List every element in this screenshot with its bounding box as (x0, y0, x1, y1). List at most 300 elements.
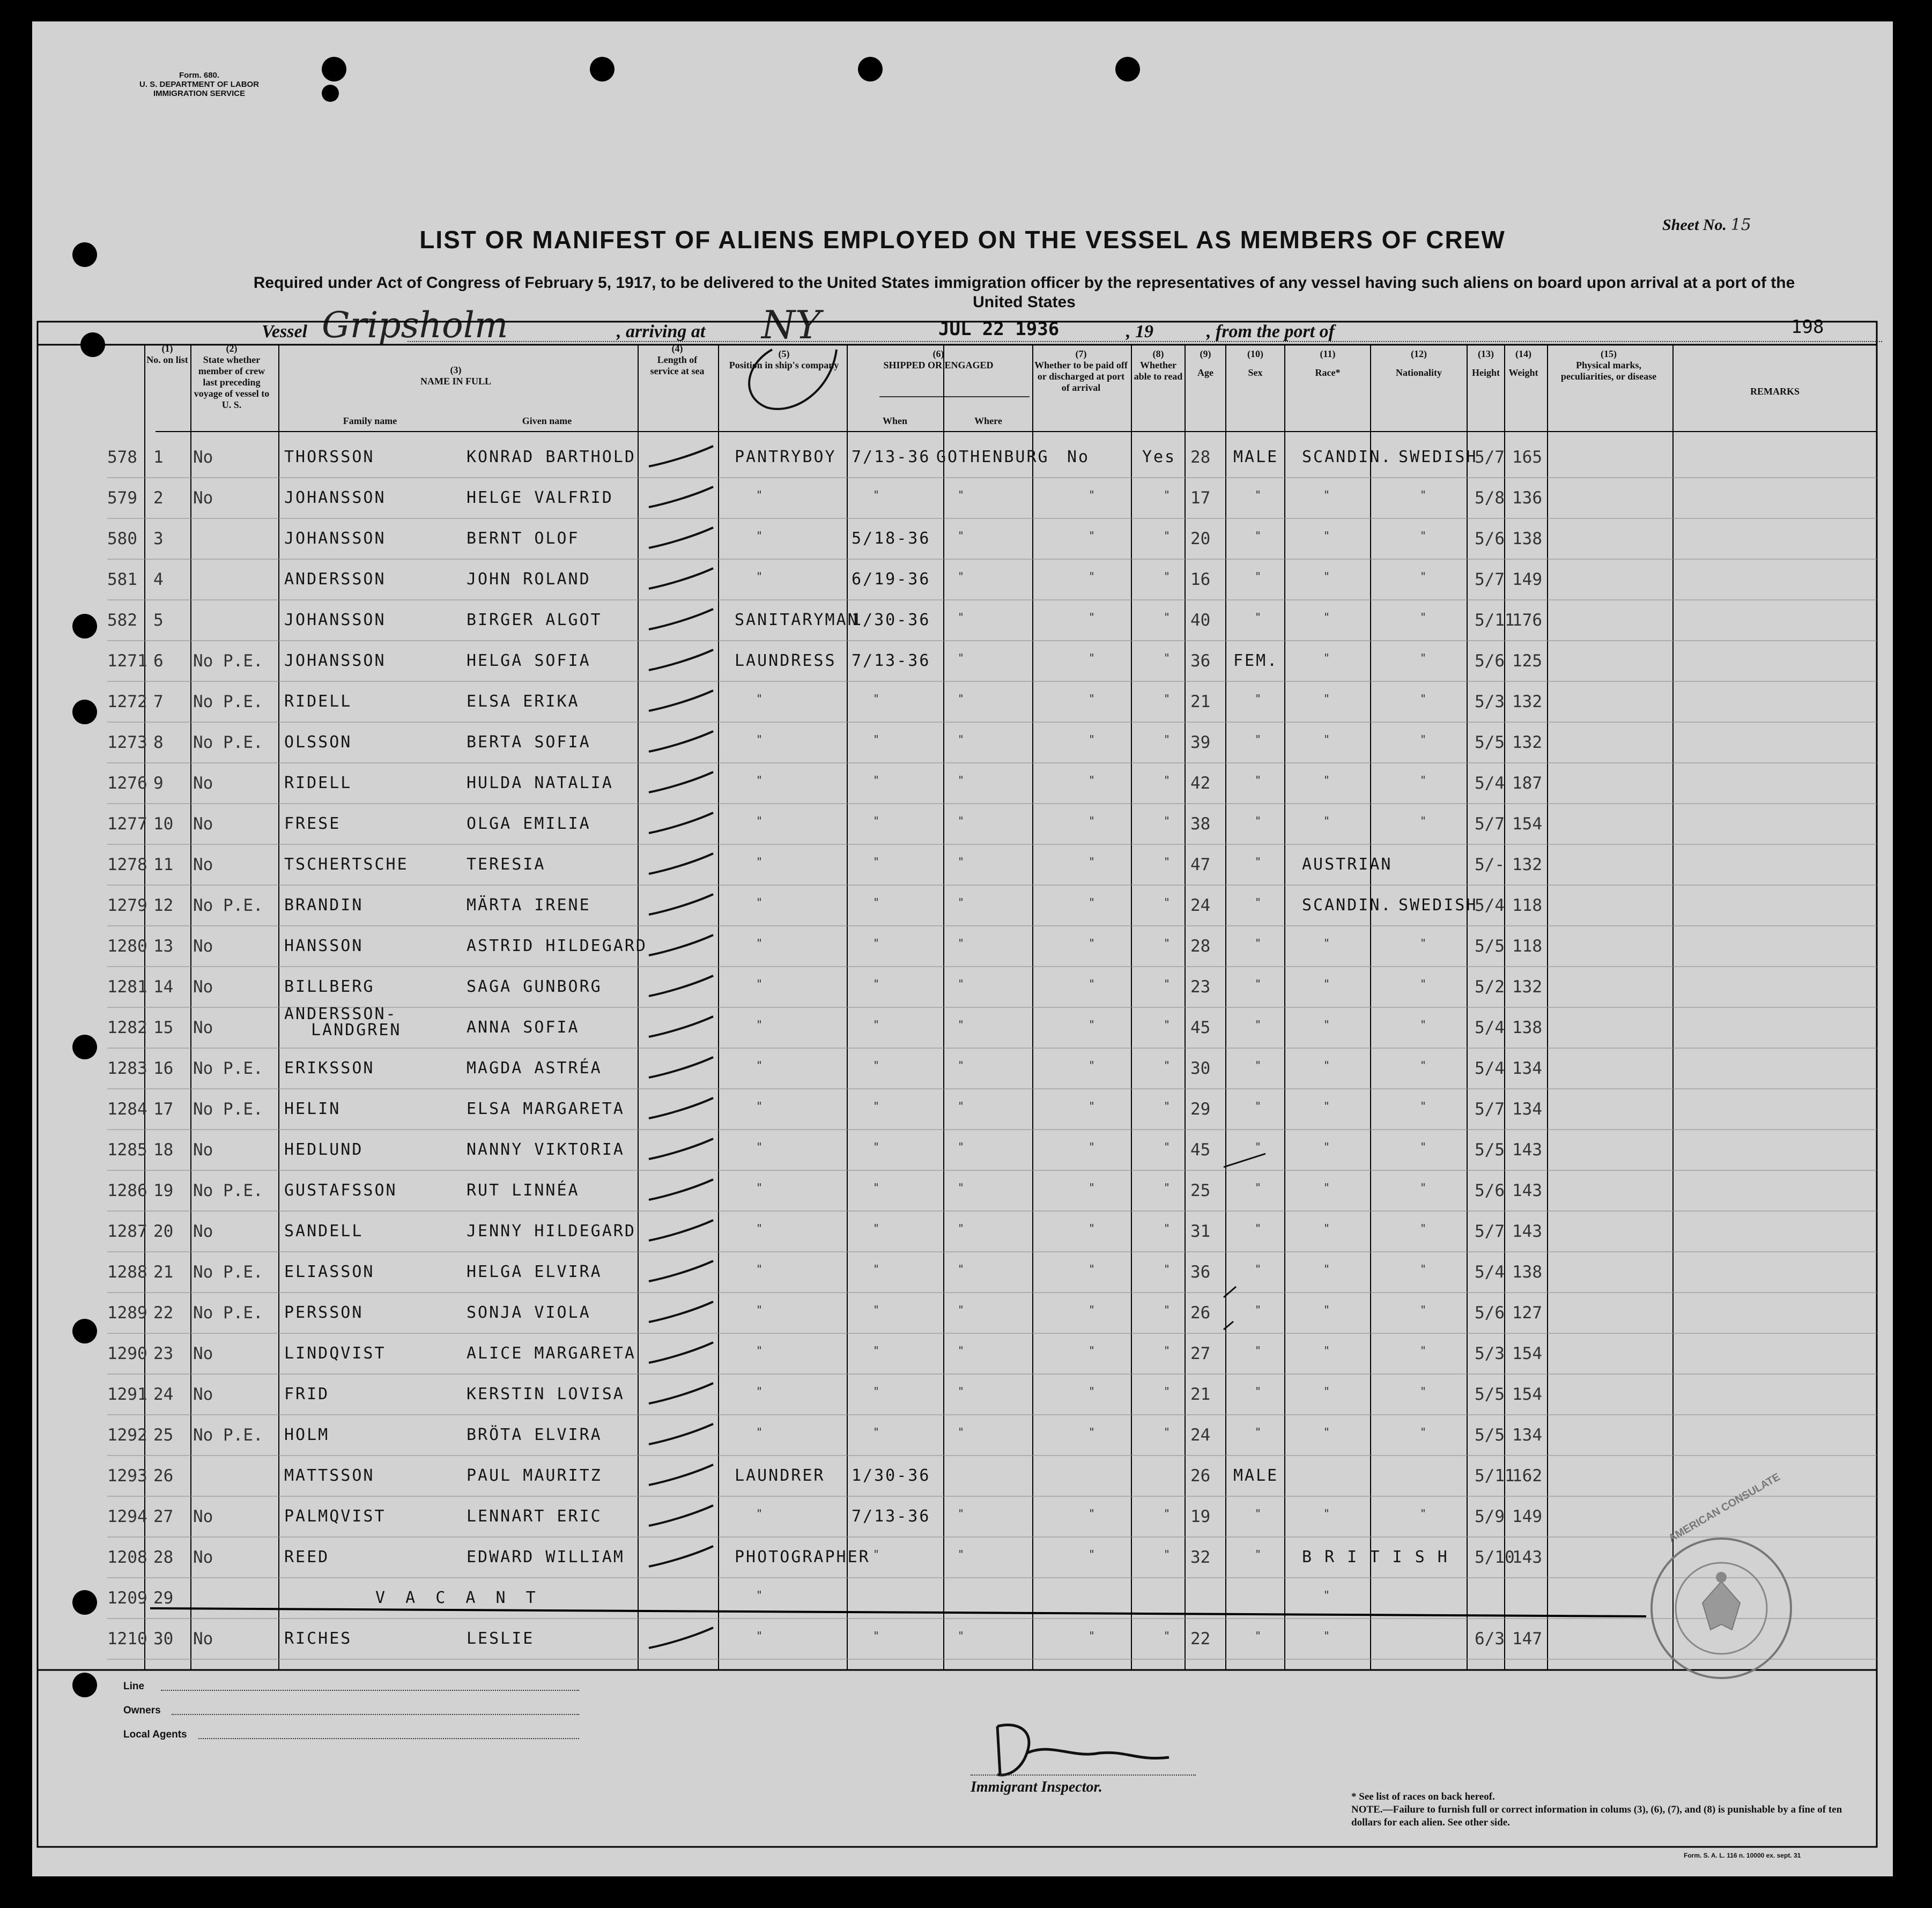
cell-paid: " (1089, 1100, 1095, 1112)
cell-family: RIDELL (284, 692, 352, 711)
cell-weight: 134 (1512, 1426, 1542, 1445)
cell-sex: " (1255, 1629, 1262, 1642)
col2-header (191, 343, 272, 411)
cell-age: 36 (1190, 651, 1211, 671)
cell-nationality: " (1420, 1303, 1427, 1316)
cell-prev: No (193, 1222, 213, 1241)
cell-read: " (1164, 1018, 1171, 1031)
cell-sex: " (1255, 814, 1262, 827)
crew-row (32, 885, 1893, 925)
crew-row (32, 1048, 1893, 1088)
col15-label: Physical marks, peculiarities, or disease (1560, 360, 1657, 382)
cell-when: 7/13-36 (852, 448, 931, 466)
cell-position: " (756, 937, 763, 949)
cell-when: " (873, 977, 880, 990)
cell-given: V A C A N T (375, 1588, 541, 1607)
cell-paid: " (1089, 1140, 1095, 1153)
cell-no: 7 (153, 692, 164, 711)
cell-paid: " (1089, 651, 1095, 664)
cell-height: 5/5 (1475, 1385, 1505, 1404)
cell-family: MATTSSON (284, 1466, 375, 1485)
crew-row (32, 1007, 1893, 1048)
cell-paid: " (1089, 937, 1095, 949)
col1-label: No. on list (146, 354, 188, 365)
cell-ref: 1290 (107, 1344, 147, 1363)
local-agents-label: Local Agents (123, 1729, 187, 1740)
col11-header (1285, 348, 1371, 378)
cell-height: 5/4 (1475, 1018, 1505, 1037)
cell-where: " (958, 651, 965, 664)
cell-sex: " (1255, 611, 1262, 623)
col14-label: Weight (1508, 367, 1538, 378)
cell-prev: No P.E. (193, 692, 263, 711)
cell-paid: No (1067, 448, 1090, 466)
cell-where: " (958, 1507, 965, 1520)
cell-race: " (1323, 570, 1330, 583)
col4-number: (4) (671, 343, 683, 354)
cell-where: " (958, 1018, 965, 1031)
cell-sex: " (1255, 1344, 1262, 1357)
cell-sex: " (1255, 1426, 1262, 1438)
cell-age: 45 (1190, 1140, 1211, 1160)
cell-prev: No (193, 1548, 213, 1567)
cell-family: HELIN (284, 1100, 341, 1118)
cell-position: " (756, 896, 763, 909)
col2-number: (2) (226, 343, 238, 354)
cell-family: HEDLUND (284, 1140, 364, 1159)
cell-no: 8 (153, 733, 164, 752)
cell-position: " (756, 814, 763, 827)
cell-when: " (873, 1426, 880, 1438)
cell-where: " (958, 1181, 965, 1194)
cell-age: 20 (1190, 529, 1211, 548)
cell-weight: 143 (1512, 1548, 1542, 1567)
cell-age: 21 (1190, 692, 1211, 711)
cell-age: 32 (1190, 1548, 1211, 1567)
cell-height: 5/4 (1475, 896, 1505, 915)
cell-no: 16 (153, 1059, 174, 1078)
cell-when: 7/13-36 (852, 1507, 931, 1526)
cell-ref: 581 (107, 570, 137, 589)
cell-sex: FEM. (1233, 651, 1279, 670)
cell-ref: 1271 (107, 651, 147, 671)
col15-header (1555, 348, 1662, 382)
cell-age: 16 (1190, 570, 1211, 589)
cell-height: 5/7 (1475, 448, 1505, 467)
cell-race: " (1323, 1263, 1330, 1275)
cell-read: " (1164, 1303, 1171, 1316)
cell-weight: 154 (1512, 1344, 1542, 1363)
cell-position: " (756, 1303, 763, 1316)
cell-race: " (1323, 977, 1330, 990)
crew-row (32, 1252, 1893, 1292)
cell-position: PHOTOGRAPHER (735, 1548, 870, 1567)
cell-paid: " (1089, 855, 1095, 868)
crew-row (32, 1089, 1893, 1129)
cell-paid: " (1089, 1629, 1095, 1642)
col5-header (726, 348, 842, 371)
cell-race: " (1323, 1059, 1330, 1072)
cell-paid: " (1089, 1059, 1095, 1072)
cell-height: 5/10 (1475, 1548, 1515, 1567)
cell-given: BERTA SOFIA (467, 733, 591, 752)
col10-header (1226, 348, 1285, 378)
col14-number: (14) (1515, 348, 1531, 359)
crew-row (32, 967, 1893, 1007)
cell-race: " (1323, 1385, 1330, 1398)
cell-given: ALICE MARGARETA (467, 1344, 636, 1363)
cell-race: " (1323, 488, 1330, 501)
cell-position: " (756, 1629, 763, 1642)
cell-no: 17 (153, 1100, 174, 1119)
cell-ref: 579 (107, 488, 137, 508)
cell-read: " (1164, 1100, 1171, 1112)
cell-when: " (873, 937, 880, 949)
cell-where: " (958, 1222, 965, 1235)
cell-height: 5/5 (1475, 1426, 1505, 1445)
cell-sex: " (1255, 896, 1262, 909)
cell-read: " (1164, 692, 1171, 705)
col7-header (1033, 348, 1129, 394)
col4-label: Length of service at sea (650, 354, 705, 376)
sheet-number-value: 15 (1730, 216, 1751, 234)
col14-header (1505, 348, 1542, 378)
cell-no: 24 (153, 1385, 174, 1404)
cell-family: SANDELL (284, 1222, 364, 1241)
cell-race: AUSTRIAN (1302, 855, 1393, 874)
cell-race: " (1323, 1140, 1330, 1153)
cell-weight: 125 (1512, 651, 1542, 671)
cell-nationality: " (1420, 651, 1427, 664)
cell-position: " (756, 1263, 763, 1275)
col6-where-header: Where (974, 415, 1002, 426)
cell-given: EDWARD WILLIAM (467, 1548, 625, 1567)
cell-age: 42 (1190, 774, 1211, 793)
cell-when: 6/19-36 (852, 570, 931, 589)
cell-where: " (958, 1426, 965, 1438)
cell-no: 6 (153, 651, 164, 671)
owners-label: Owners (123, 1705, 161, 1716)
cell-when: " (873, 1059, 880, 1072)
cell-family: ANDERSSON- LANDGREN (284, 1005, 402, 1040)
cell-nationality: " (1420, 611, 1427, 623)
cell-age: 24 (1190, 1426, 1211, 1445)
cell-ref: 1210 (107, 1629, 147, 1649)
col3-family-header: Family name (343, 415, 397, 426)
cell-sex: " (1255, 1181, 1262, 1194)
cell-weight: 143 (1512, 1140, 1542, 1160)
cell-no: 22 (153, 1303, 174, 1323)
cell-given: ANNA SOFIA (467, 1018, 580, 1037)
cell-ref: 1208 (107, 1548, 147, 1567)
cell-ref: 1280 (107, 937, 147, 956)
cell-read: " (1164, 733, 1171, 746)
cell-where: " (958, 855, 965, 868)
crew-row (32, 681, 1893, 722)
cell-sex: " (1255, 1100, 1262, 1112)
cell-ref: 1279 (107, 896, 147, 915)
cell-read: " (1164, 1140, 1171, 1153)
crew-row (32, 1293, 1893, 1333)
crew-row (32, 844, 1893, 885)
cell-when: " (873, 1629, 880, 1642)
cell-paid: " (1089, 733, 1095, 746)
col13-header (1467, 348, 1505, 378)
cell-position: " (756, 774, 763, 786)
cell-height: 5/3 (1475, 1344, 1505, 1363)
cell-height: 5/4 (1475, 1263, 1505, 1282)
cell-race: " (1323, 1100, 1330, 1112)
cell-read: " (1164, 1059, 1171, 1072)
cell-weight: 154 (1512, 1385, 1542, 1404)
cell-race: SCANDIN. (1302, 448, 1393, 466)
cell-prev: No P.E. (193, 1100, 263, 1119)
col8-header (1131, 348, 1185, 382)
cell-family: BRANDIN (284, 896, 364, 915)
cell-nationality: " (1420, 1507, 1427, 1520)
cell-given: BIRGER ALGOT (467, 611, 602, 629)
cell-weight: 154 (1512, 814, 1542, 834)
cell-weight: 176 (1512, 611, 1542, 630)
cell-weight: 136 (1512, 488, 1542, 508)
cell-sex: " (1255, 570, 1262, 583)
cell-race: " (1323, 1222, 1330, 1235)
cell-read: " (1164, 1263, 1171, 1275)
cell-read: " (1164, 529, 1171, 542)
cell-nationality: " (1420, 1059, 1427, 1072)
penalty-note: NOTE.—Failure to furnish full or correct information in colums (3), (6), (7), and (8) is punishable by a fine of ten dollars for each alien. See other side. (1351, 1804, 1842, 1828)
cell-family: FRID (284, 1385, 330, 1404)
cell-given: ASTRID HILDEGARD (467, 937, 647, 955)
cell-age: 36 (1190, 1263, 1211, 1282)
cell-height: 5/11 (1475, 611, 1515, 630)
cell-race: " (1323, 529, 1330, 542)
cell-no: 27 (153, 1507, 174, 1526)
cell-position: " (756, 1426, 763, 1438)
crew-row (32, 1130, 1893, 1170)
cell-sex: MALE (1233, 448, 1279, 466)
col7-label: Whether to be paid off or discharged at port of arrival (1034, 360, 1128, 393)
cell-sex: " (1255, 1548, 1262, 1561)
cell-position: " (756, 1222, 763, 1235)
cell-height: 5/4 (1475, 774, 1505, 793)
cell-paid: " (1089, 1303, 1095, 1316)
cell-read: " (1164, 1629, 1171, 1642)
cell-given: OLGA EMILIA (467, 814, 591, 833)
cell-position: " (756, 1344, 763, 1357)
cell-where: " (958, 1344, 965, 1357)
cell-prev: No (193, 1629, 213, 1649)
cell-family: OLSSON (284, 733, 352, 752)
cell-age: 28 (1190, 937, 1211, 956)
cell-race: " (1323, 651, 1330, 664)
col12-header (1371, 348, 1467, 378)
sheet-number-label: Sheet No. (1662, 216, 1727, 234)
cell-no: 14 (153, 977, 174, 997)
crew-row (32, 1578, 1893, 1618)
cell-nationality: " (1420, 814, 1427, 827)
cell-weight: 147 (1512, 1629, 1542, 1649)
col11-label: Race* (1315, 367, 1341, 378)
cell-age: 28 (1190, 448, 1211, 467)
cell-height: 5/11 (1475, 1466, 1515, 1486)
cell-nationality: " (1420, 1181, 1427, 1194)
cell-race: " (1323, 1507, 1330, 1520)
cell-ref: 1293 (107, 1466, 147, 1486)
cell-prev: No P.E. (193, 1263, 263, 1282)
cell-read: " (1164, 1222, 1171, 1235)
cell-no: 26 (153, 1466, 174, 1486)
cell-race: " (1323, 611, 1330, 623)
cell-no: 1 (153, 448, 164, 467)
cell-race: " (1323, 692, 1330, 705)
cell-ref: 1273 (107, 733, 147, 752)
seal-text: AMERICAN CONSULATE (1667, 1471, 1782, 1545)
cell-weight: 187 (1512, 774, 1542, 793)
inspector-signature-line (971, 1775, 1196, 1776)
cell-position: LAUNDRER (735, 1466, 825, 1485)
cell-weight: 165 (1512, 448, 1542, 467)
cell-weight: 134 (1512, 1100, 1542, 1119)
cell-when: " (873, 896, 880, 909)
cell-given: RUT LINNÉA (467, 1181, 580, 1200)
cell-ref: 1281 (107, 977, 147, 997)
cell-prev: No (193, 1507, 213, 1526)
cell-paid: " (1089, 1222, 1095, 1235)
cell-when: " (873, 1548, 880, 1561)
cell-height: 5/2 (1475, 977, 1505, 997)
cell-given: NANNY VIKTORIA (467, 1140, 625, 1159)
crew-row (32, 804, 1893, 844)
col10-label: Sex (1248, 367, 1263, 378)
cell-prev: No P.E. (193, 651, 263, 671)
cell-where: " (958, 488, 965, 501)
cell-prev: No P.E. (193, 1059, 263, 1078)
cell-given: LENNART ERIC (467, 1507, 602, 1526)
cell-read: " (1164, 1507, 1171, 1520)
cell-where: " (958, 814, 965, 827)
cell-height: 5/6 (1475, 651, 1505, 671)
cell-where: " (958, 1100, 965, 1112)
cell-paid: " (1089, 896, 1095, 909)
cell-age: 23 (1190, 977, 1211, 997)
cell-family: TSCHERTSCHE (284, 855, 409, 874)
crew-row (32, 1496, 1893, 1536)
cell-where: " (958, 1059, 965, 1072)
cell-sex: " (1255, 937, 1262, 949)
cell-nationality: " (1420, 1385, 1427, 1398)
cell-paid: " (1089, 488, 1095, 501)
cell-where: " (958, 1548, 965, 1561)
cell-given: HELGE VALFRID (467, 488, 613, 507)
cell-ref: 1278 (107, 855, 147, 874)
cell-age: 39 (1190, 733, 1211, 752)
cell-where: " (958, 570, 965, 583)
cell-no: 3 (153, 529, 164, 548)
cell-ref: 1282 (107, 1018, 147, 1037)
crew-row (32, 518, 1893, 559)
cell-ref: 1291 (107, 1385, 147, 1404)
cell-sex: " (1255, 1385, 1262, 1398)
local-agents-field (198, 1738, 579, 1739)
cell-no: 15 (153, 1018, 174, 1037)
arriving-label: , arriving at (617, 322, 706, 341)
cell-nationality: SWEDISH (1398, 448, 1478, 466)
cell-given: HELGA ELVIRA (467, 1263, 602, 1281)
cell-paid: " (1089, 1426, 1095, 1438)
cell-sex: " (1255, 1140, 1262, 1153)
cell-position: " (756, 1385, 763, 1398)
cell-position: " (756, 692, 763, 705)
cell-prev: No P.E. (193, 1181, 263, 1200)
cell-position: SANITARYMAN (735, 611, 859, 629)
cell-age: 45 (1190, 1018, 1211, 1037)
cell-ref: 578 (107, 448, 137, 467)
crew-row (32, 1333, 1893, 1374)
cell-no: 12 (153, 896, 174, 915)
cell-ref: 582 (107, 611, 137, 630)
cell-ref: 1283 (107, 1059, 147, 1078)
cell-prev: No (193, 855, 213, 874)
cell-sex: " (1255, 1222, 1262, 1235)
cell-no: 20 (153, 1222, 174, 1241)
cell-when: 5/18-36 (852, 529, 931, 548)
cell-read: " (1164, 611, 1171, 623)
cell-no: 28 (153, 1548, 174, 1567)
cell-read: " (1164, 855, 1171, 868)
cell-given: SAGA GUNBORG (467, 977, 602, 996)
cell-read: " (1164, 1426, 1171, 1438)
cell-when: " (873, 488, 880, 501)
cell-weight: 138 (1512, 1018, 1542, 1037)
cell-given: ELSA ERIKA (467, 692, 580, 711)
cell-given: MÄRTA IRENE (467, 896, 591, 915)
cell-read: Yes (1142, 448, 1176, 466)
cell-position: " (756, 529, 763, 542)
crew-row (32, 722, 1893, 762)
cell-nationality: " (1420, 733, 1427, 746)
cell-paid: " (1089, 814, 1095, 827)
col2-label: State whether member of crew last preceding voyage of vessel to U. S. (194, 354, 270, 410)
cell-when: " (873, 733, 880, 746)
cell-race: B R I T I S H (1302, 1548, 1449, 1567)
cell-read: " (1164, 774, 1171, 786)
col5-number: (5) (778, 348, 790, 359)
col3-label: NAME IN FULL (420, 376, 491, 387)
cell-sex: " (1255, 1263, 1262, 1275)
cell-when: " (873, 1100, 880, 1112)
cell-read: " (1164, 977, 1171, 990)
cell-when: " (873, 814, 880, 827)
cell-height: 5/5 (1475, 733, 1505, 752)
footnotes (1351, 1791, 1866, 1829)
cell-paid: " (1089, 611, 1095, 623)
cell-paid: " (1089, 529, 1095, 542)
cell-family: RIDELL (284, 774, 352, 792)
cell-when: 7/13-36 (852, 651, 931, 670)
cell-race: " (1323, 774, 1330, 786)
cell-paid: " (1089, 1548, 1095, 1561)
cell-read: " (1164, 937, 1171, 949)
cell-nationality: " (1420, 1018, 1427, 1031)
cell-race: " (1323, 814, 1330, 827)
cell-when: " (873, 1344, 880, 1357)
col6-header (847, 348, 1030, 371)
cell-height: 5/5 (1475, 937, 1505, 956)
cell-paid: " (1089, 692, 1095, 705)
cell-age: 29 (1190, 1100, 1211, 1119)
cell-race: " (1323, 733, 1330, 746)
